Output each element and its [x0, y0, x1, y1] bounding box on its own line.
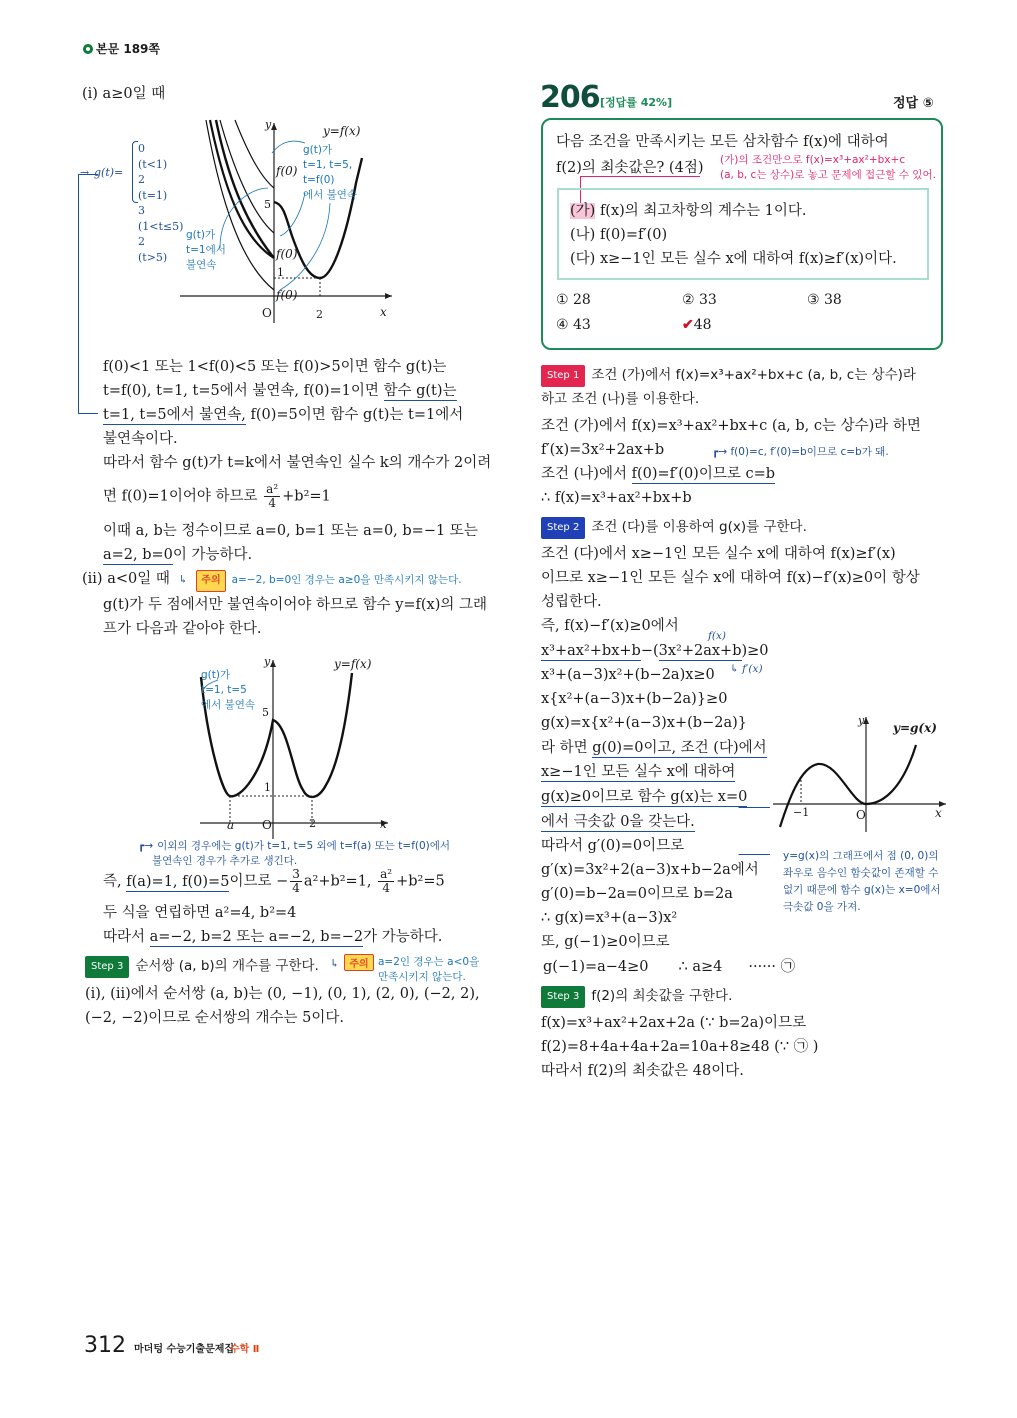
s2-line17: 또, g(−1)≥0이므로	[541, 934, 670, 950]
step1-heading: Step 1 조건 (가)에서 f(x)=x³+ax²+bx+c (a, b, c는 상수)라	[541, 365, 916, 387]
s1-line1: 조건 (가)에서 f(x)=x³+ax²+bx+c (a, b, c는 상수)라 하면	[541, 418, 921, 434]
para1-line1: f(0)<1 또는 1<f(0)<5 또는 f(0)>5이면 함수 g(t)는	[103, 359, 447, 375]
s2-line8: g(x)=x{x²+(a−3)x+(b−2a)}	[541, 715, 747, 731]
piece-row: 2(t=1)	[138, 173, 168, 202]
graph2-x-label: x	[380, 817, 387, 831]
step1-heading-2: 하고 조건 (나)를 이용한다.	[541, 391, 700, 407]
s2-line11: g(x)≥0이므로 함수 g(x)는 x=0	[541, 789, 748, 805]
step2-heading: Step 2 조건 (다)를 이용하여 g(x)를 구한다.	[541, 517, 807, 539]
piece-row: 0(t<1)	[138, 142, 168, 171]
label-fpx: ↳ f′(x)	[730, 663, 763, 675]
label-fx: f(x)	[708, 630, 727, 642]
graph1-f0-low: f(0)	[276, 288, 298, 302]
step2-badge: Step 2	[541, 517, 585, 539]
step3-left: Step 3 순서쌍 (a, b)의 개수를 구한다.	[85, 956, 319, 978]
problem-number: 206	[540, 80, 600, 115]
para4: 두 식을 연립하면 a²=4, b²=4	[103, 905, 297, 921]
graph1-tick-1: 1	[277, 266, 284, 279]
s2-line16: ∴ g(x)=x³+(a−3)x²	[541, 910, 678, 926]
choice-4[interactable]: ④ 43	[556, 317, 591, 333]
graph1-tick-5: 5	[264, 198, 271, 211]
s2-line6: x³+(a−3)x²+(b−2a)x≥0	[541, 667, 715, 683]
s1-line2: f′(x)=3x²+2ax+b	[541, 442, 665, 458]
condition-ga: (가) f(x)의 최고차항의 계수는 1이다.	[570, 203, 807, 219]
para2-line2: 프가 다음과 같아야 한다.	[103, 621, 262, 637]
s3-line3: 따라서 f(2)의 최솟값은 48이다.	[541, 1063, 744, 1079]
case1-title: (i) a≥0일 때	[82, 86, 166, 102]
s2-line1: 조건 (다)에서 x≥−1인 모든 실수 x에 대하여 f(x)≥f′(x)	[541, 546, 896, 562]
para2-line1: g(t)가 두 점에서만 불연속이어야 하므로 함수 y=f(x)의 그래	[103, 597, 488, 613]
caution2	[330, 952, 380, 971]
choice-5-selected[interactable]: ✔48	[682, 317, 712, 333]
graph1-note-top: g(t)가 t=1, t=5, t=f(0) 에서 불연속	[303, 144, 358, 201]
graph2-y-label: y	[264, 655, 271, 668]
graph2-note: g(t)가 t=1, t=5 에서 불연속	[201, 669, 256, 711]
para6-line2: (−2, −2)이므로 순서쌍의 개수는 5이다.	[85, 1010, 345, 1026]
gx-note-connector	[738, 807, 770, 855]
s2-line4: 즉, f(x)−f′(x)≥0에서	[541, 618, 679, 634]
s2-line5: x³+ax²+bx+b−(3x²+2ax+b)≥0	[541, 643, 769, 659]
section-ref: 본문 189쪽	[83, 40, 160, 57]
arrow-icon: ┏→	[138, 840, 154, 852]
ring-icon	[83, 44, 93, 54]
graph1-f0-mid: f(0)	[276, 247, 298, 261]
graph1-curve-label: y=f(x)	[323, 124, 361, 138]
choice-3[interactable]: ③ 38	[807, 292, 842, 308]
caution2-text: a=2인 경우는 a<0을 만족시키지 않는다.	[378, 956, 480, 983]
s3-line2: f(2)=8+4a+4a+2a=10a+8≥48 (∵ ㉠ )	[541, 1039, 819, 1055]
s2-line18: g(−1)=a−4≥0 ∴ a≥4 ······ ㉠	[543, 959, 796, 975]
graph1-x-label: x	[380, 305, 387, 319]
graph3-y-label: y	[858, 714, 865, 727]
para1-line8: a=2, b=0이 가능하다.	[103, 547, 253, 563]
graph2-curve-label: y=f(x)	[334, 657, 372, 671]
para1-line6: 면 f(0)=1이어야 하므로 $\frac{\text{a²}}{4}$ +b²=1	[103, 482, 331, 510]
para5: 따라서 a=−2, b=2 또는 a=−2, b=−2가 가능하다.	[103, 929, 443, 945]
caution-badge: 주의	[196, 570, 225, 592]
s1-line3: 조건 (나)에서 f(0)=f′(0)이므로 c=b	[541, 466, 776, 482]
accuracy-rate: [정답률 42%]	[600, 96, 673, 109]
s3-line1: f(x)=x³+ax²+2ax+2a (∵ b=2a)이므로	[541, 1015, 807, 1031]
graph3-tick-neg1: −1	[793, 806, 810, 819]
s2-line14: g′(x)=3x²+2(a−3)x+b−2a에서	[541, 862, 759, 878]
graph3-origin: O	[856, 808, 866, 822]
para1-line2: t=f(0), t=1, t=5에서 불연속, f(0)=1이면 함수 g(t)는	[103, 383, 457, 399]
s2-line10: x≥−1인 모든 실수 x에 대하여	[541, 764, 736, 780]
bracket-connector	[78, 174, 98, 414]
graph2-tick-1: 1	[264, 781, 271, 794]
step1-badge: Step 1	[541, 365, 585, 387]
piece-row: 3(1<t≤5)	[138, 204, 184, 233]
s2-line7: x{x²+(a−3)x+(b−2a)}≥0	[541, 691, 728, 707]
s1-note: ┏→ f(0)=c, f′(0)=b이므로 c=b가 돼.	[712, 446, 889, 458]
graph2-origin: O	[262, 818, 272, 832]
s2-line12: 에서 극솟값 0을 갖는다.	[541, 814, 695, 830]
para3: 즉, f(a)=1, f(0)=5이므로 − $\frac{3}{4}$ a²+b²=1, $\frac{\text{a²}}{4}$ +b²=5	[103, 867, 445, 895]
case2-title: (ii) a<0일 때 ↳ 주의 a=−2, b=0인 경우는 a≥0을 만족시키지 않는다.	[82, 569, 462, 592]
hint-pink: (가)의 조건만으로 f(x)=x³+ax²+bx+c (a, b, c는 상수)로 놓고 문제에 접근할 수 있어.	[720, 154, 936, 181]
condition-na: (나) f(0)=f′(0)	[570, 227, 668, 243]
question-line1: 다음 조건을 만족시키는 모든 삼차함수 f(x)에 대하여	[556, 134, 889, 150]
graph1-f0-top: f(0)	[276, 164, 298, 178]
step3-right: Step 3 f(2)의 최솟값을 구한다.	[541, 986, 732, 1008]
condition-da: (다) x≥−1인 모든 실수 x에 대하여 f(x)≥f′(x)이다.	[570, 251, 897, 267]
book-title: 마더텅 수능기출문제집	[134, 1344, 235, 1355]
para1-line5: 따라서 함수 g(t)가 t=k에서 불연속인 실수 k의 개수가 2이려	[103, 455, 492, 471]
step3-badge: Step 3	[541, 986, 585, 1008]
s1-line4: ∴ f(x)=x³+ax²+bx+b	[541, 490, 692, 506]
piece-row: 2(t>5)	[138, 235, 168, 264]
para1-line7: 이때 a, b는 정수이므로 a=0, b=1 또는 a=0, b=−1 또는	[103, 523, 478, 539]
subject-label: 수학 Ⅱ	[230, 1344, 260, 1355]
graph3-curve-label: y=g(x)	[893, 721, 937, 735]
note-other-cases: ┏→ 이외의 경우에는 g(t)가 t=1, t=5 외에 t=f(a) 또는 t=f(0)에서 불연속인 경우가 추가로 생긴다.	[138, 840, 451, 867]
step3-badge: Step 3	[85, 956, 129, 978]
arrow-icon: ↳	[330, 957, 340, 970]
s2-line3: 성립한다.	[541, 594, 602, 610]
checkmark-icon: ✔	[682, 317, 694, 333]
arrow-icon: ↳	[730, 663, 739, 675]
graph3-x-label: x	[935, 806, 942, 820]
s2-line15: g′(0)=b−2a=0이므로 b=2a	[541, 886, 733, 902]
page-number: 312	[84, 1333, 126, 1358]
graph2-tick-2: 2	[309, 817, 316, 830]
graph2-tick-5: 5	[262, 706, 269, 719]
graph2-tick-a: a	[227, 818, 235, 832]
arrow-icon: ┏→	[712, 446, 731, 458]
para6-line1: (i), (ii)에서 순서쌍 (a, b)는 (0, −1), (0, 1), (2, 0), (−2, 2),	[85, 986, 480, 1002]
s2-line13: 따라서 g′(0)=0이므로	[541, 838, 685, 854]
graph1-tick-2: 2	[316, 308, 323, 321]
choice-1[interactable]: ① 28	[556, 292, 591, 308]
question-line2: f(2)의 최솟값은? (4점)	[556, 160, 704, 176]
s2-line9: 라 하면 g(0)=0이고, 조건 (다)에서	[541, 740, 767, 756]
para1-line3: t=1, t=5에서 불연속, f(0)=5이면 함수 g(t)는 t=1에서	[103, 407, 464, 423]
gx-note: y=g(x)의 그래프에서 점 (0, 0)의 좌우로 음수인 함숫값이 존재할 수 없기 때문에 함수 g(x)는 x=0에서 극솟값 0을 가져.	[783, 850, 941, 913]
choice-2[interactable]: ② 33	[682, 292, 717, 308]
graph1-origin: O	[262, 306, 272, 320]
graph1-note-left: g(t)가 t=1에서 불연속	[186, 229, 226, 271]
para1-line4: 불연속이다.	[103, 431, 178, 447]
arrow-right-icon: →	[80, 166, 90, 179]
caution-badge: 주의	[344, 954, 373, 971]
arrow-icon: ↳	[178, 573, 188, 586]
graph1-y-label: y	[265, 118, 272, 131]
answer-label: 정답 ⑤	[893, 96, 934, 111]
s2-line2: 이므로 x≥−1인 모든 실수 x에 대하여 f(x)−f′(x)≥0이 항상	[541, 570, 920, 586]
